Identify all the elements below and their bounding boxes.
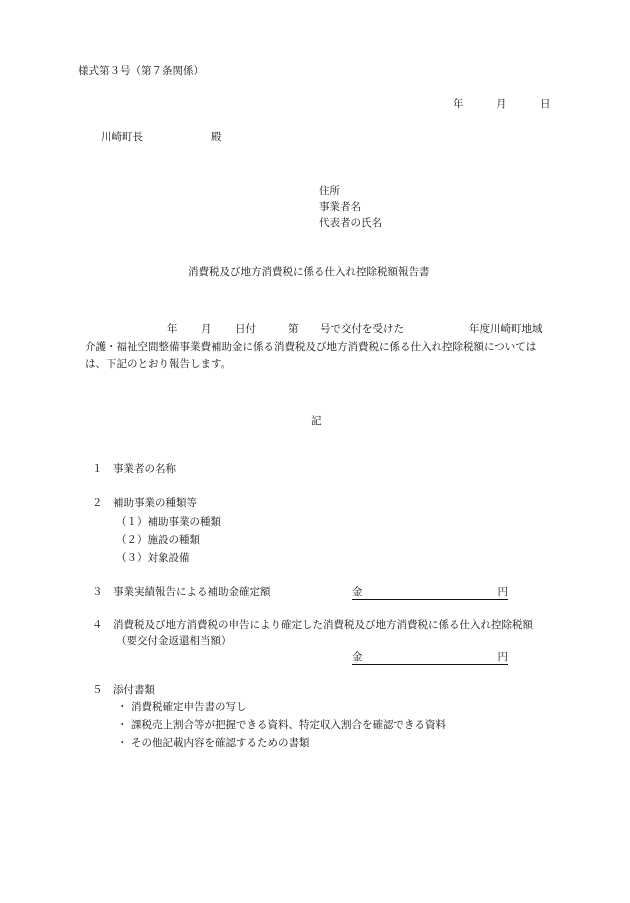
addressee-honorific: 殿 — [211, 131, 222, 143]
date-month-label: 月 — [496, 98, 507, 110]
body-day: 日付 — [235, 323, 256, 335]
item-5-bullet-1-mark: ・ — [117, 701, 128, 713]
body-go: 号で交付を受けた — [320, 323, 404, 335]
item-5-number: ５ — [92, 684, 103, 696]
item-5-bullet-2-mark: ・ — [117, 719, 128, 731]
item-4-label: 消費税及び地方消費税の申告により確定した消費税及び地方消費税に係る仕入れ控除税額 — [113, 619, 533, 631]
item-4-number: ４ — [92, 619, 103, 631]
ki-heading: 記 — [311, 415, 322, 427]
body-year: 年 — [167, 323, 178, 335]
date-day-label: 日 — [540, 98, 551, 110]
item-4-kin: 金 — [352, 651, 363, 663]
item-3-amount-field — [352, 585, 508, 600]
body-month: 月 — [201, 323, 212, 335]
item-1-number: １ — [92, 463, 103, 475]
item-4-en: 円 — [497, 651, 508, 663]
body-fiscal-year: 年度川崎町地域 — [469, 323, 543, 335]
item-2-number: ２ — [92, 497, 103, 509]
item-5-label: 添付書類 — [113, 684, 155, 696]
applicant-address-label: 住所 — [319, 185, 340, 197]
item-5-bullet-3-mark: ・ — [117, 737, 128, 749]
item-5-bullet-3: その他記載内容を確認するための書類 — [131, 737, 310, 749]
item-2-label: 補助事業の種類等 — [113, 497, 197, 509]
item-3-en: 円 — [497, 586, 508, 598]
item-2-sub-1: （１）補助事業の種類 — [116, 516, 221, 528]
applicant-representative-label: 代表者の氏名 — [319, 217, 382, 229]
item-3-number: ３ — [92, 586, 103, 598]
item-5-bullet-2: 課税売上割合等が把握できる資料、特定収入割合を確認できる資料 — [131, 719, 446, 731]
item-5-bullet-1: 消費税確定申告書の写し — [131, 701, 247, 713]
item-4-amount-field — [352, 650, 508, 665]
item-1-label: 事業者の名称 — [113, 463, 176, 475]
body-line-2: 介護・福祉空間整備事業費補助金に係る消費税及び地方消費税に係る仕入れ控除税額については — [85, 341, 537, 353]
item-2-sub-3: （３）対象設備 — [116, 552, 190, 564]
item-3-label: 事業実績報告による補助金確定額 — [113, 586, 271, 598]
form-number: 様式第３号（第７条関係） — [78, 65, 204, 77]
item-4-sub: （要交付金返還相当額） — [116, 635, 232, 647]
addressee-name: 川崎町長 — [101, 131, 143, 143]
applicant-business-name-label: 事業者名 — [319, 201, 361, 213]
item-2-sub-2: （２）施設の種類 — [116, 534, 200, 546]
date-year-label: 年 — [453, 98, 464, 110]
body-line-3: は、下記のとおり報告します。 — [85, 358, 232, 370]
body-dai: 第 — [288, 323, 299, 335]
document-title: 消費税及び地方消費税に係る仕入れ控除税額報告書 — [188, 266, 430, 278]
item-3-kin: 金 — [352, 586, 363, 598]
